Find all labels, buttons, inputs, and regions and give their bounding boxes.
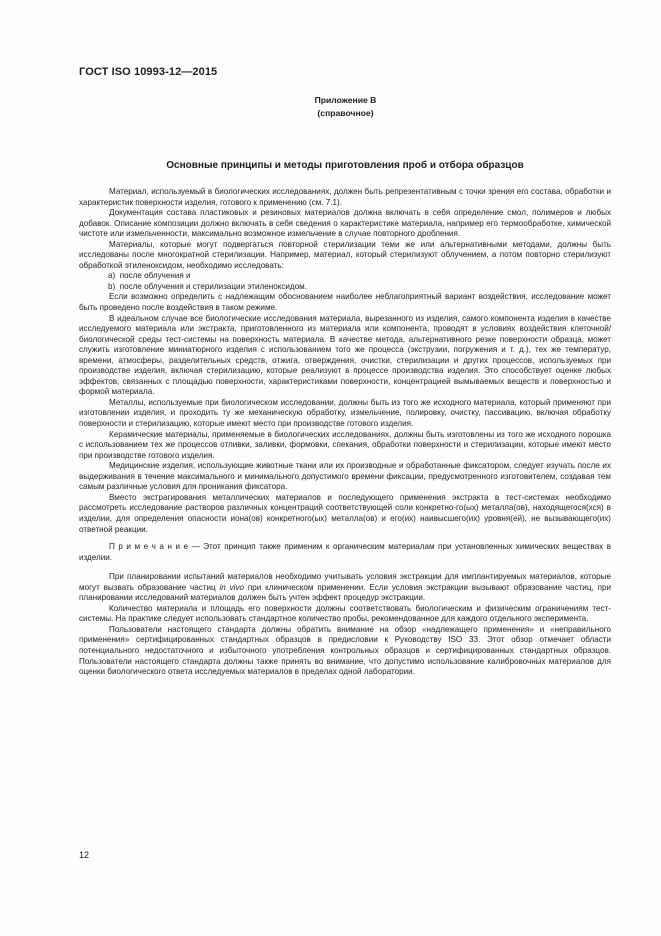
list-item (79, 282, 611, 293)
paragraph (79, 572, 611, 604)
italic-term: in vivo (219, 582, 245, 592)
paragraph: В идеальном случае все биологические исследования материала, вырезанного из изделия, самого компонента изделия в качестве исследуемого материала или экстракта, приготовленного из материала или компонента, проводят в условиях воздействия клеточной/биологической среды тест-системы на поверхность материала. В качестве метода, альтернативного резке поверхности образца, может служить изготовление миниатюрного изделия с использованием того же процесса (экструзии, погружения и т. д.), тех же температур, времени, атмосферы, разделительных средств, отжига, отверждения, очистки, стерилизации и других процессов, используемых при производстве изделия, включая стерилизацию, которые реализуют в процессе производства изделия. Это способствует оценке любых эффектов, связанных с площадью поверхности, характеристиками поверхности, концентрацией вымываемых веществ и поверхностью и формой материала. (79, 313, 611, 397)
note-text: — Этот принцип также применим к органическим материалам при установленных химических веществах в изделии. (79, 542, 611, 562)
paragraph: Материалы, которые могут подвергаться повторной стерилизации теми же или альтернативными методами, должны быть исследованы после многократной стерилизации. Например, материал, который стерилизуют облучением, а потом повторно стерилизуют обработкой этиленоксидом, необходимо исследовать: (79, 239, 611, 270)
paragraph: Медицинские изделия, использующие животные ткани или их производные и обработанные фиксатором, следует изучать после их выдерживания в течение максимального и минимального допустимого времени фиксации, предусмотренного изготовителем, создавая тем самым различные условия для проникания фиксатора. (79, 461, 611, 492)
annex-label: Приложение В (314, 95, 377, 105)
document-header: ГОСТ ISO 10993-12—2015 (79, 66, 218, 78)
paragraph: Если возможно определить с надлежащим обоснованием наиболее неблагоприятный вариант воздействия, исследование может быть проведено после воздействия в таком режиме. (79, 292, 611, 313)
note-label: П р и м е ч а н и е (109, 542, 189, 552)
paragraph: Количество материала и площадь его поверхности должны соответствовать биологическим и физическим ограничениям тест-системы. На практике следует использовать стандартное количество пробы, рекомендованное для каждого отдельного эксперимента. (79, 603, 611, 624)
paragraph: Материал, используемый в биологических исследованиях, должен быть репрезентативным с точки зрения его состава, обработки и характеристик поверхности изделия, готового к применению (см. 7.1). (79, 187, 611, 207)
list-item (79, 271, 611, 282)
body-text (79, 187, 611, 678)
list-marker: b) (108, 281, 116, 291)
page-number: 12 (79, 850, 90, 860)
section-title: Основные принципы и методы приготовления проб и отбора образцов (166, 160, 524, 171)
paragraph: Керамические материалы, применяемые в биологических исследованиях, должны быть изготовлены из того же исходного порошка с использованием тех же процессов отливки, заливки, формовки, спекания, обработки поверхности и стерилизации, которые имеют место при производстве готового изделия. (79, 429, 611, 460)
paragraph: Документация состава пластиковых и резиновых материалов должна включать в себя определение смол, полимеров и любых добавок. Описание композиции должно включать в себя сведения о характеристике материала, например его термообработке, химической чистоте или измельченности, максимально возможное измельчение в случае повторного дробления. (79, 208, 611, 239)
paragraph: Пользователи настоящего стандарта должны обратить внимание на обзор «надлежащего применения» и «неправильного применения» сертифицированных стандартных образцов в предисловии к Руководству ISO 33. Этот обзор отмечает области потенциального недостаточного и избыточного употребления контрольных образцов и сертифицированных стандартных образцов. Пользователи настоящего стандарта должны также принять во внимание, что допустимо использование калибровочных материалов для оценки биологического ответа исследуемых материалов в пределах одной лаборатории. (79, 624, 611, 677)
note (79, 542, 611, 563)
list-item-text: после облучения и (119, 271, 191, 281)
paragraph-text: при клиническом применении. Если условия экстракции вызывают образование частиц, при планировании исследований материалов должен быть учтен эффект процедур экстракции. (79, 582, 611, 603)
paragraph-text: При планировании испытаний материалов необходимо учитывать условия экстракции для имплантируемых материалов, которые могут вызвать образование частиц (79, 572, 611, 592)
list-marker: a) (108, 271, 116, 281)
paragraph: Вместо экстрагирования металлических материалов и последующего применения экстракта в тест-системах необходимо рассмотреть исследование растворов различных концентраций соответствующей соли конкретно-го(ых) металла(ов), находящегося(хся) в изделии, для определения опасности иона(ов) конкретного(ых) металла(ов) и его(их) наивысшего(их) уровня(ей), не вызывающего(их) ответной реакции. (79, 492, 611, 534)
annex-heading (0, 94, 661, 120)
annex-type: (справочное) (317, 108, 374, 118)
paragraph: Металлы, используемые при биологическом исследовании, должны быть из того же исходного материала, который применяют при изготовлении изделия, и проходить ту же механическую обработку, измельчение, полировку, очистку, пассивацию, включая обработку поверхности и стерилизацию, которые имеют место при производстве готового изделия. (79, 397, 611, 429)
list-item-text: после облучения и стерилизации этиленоксидом. (119, 281, 307, 291)
